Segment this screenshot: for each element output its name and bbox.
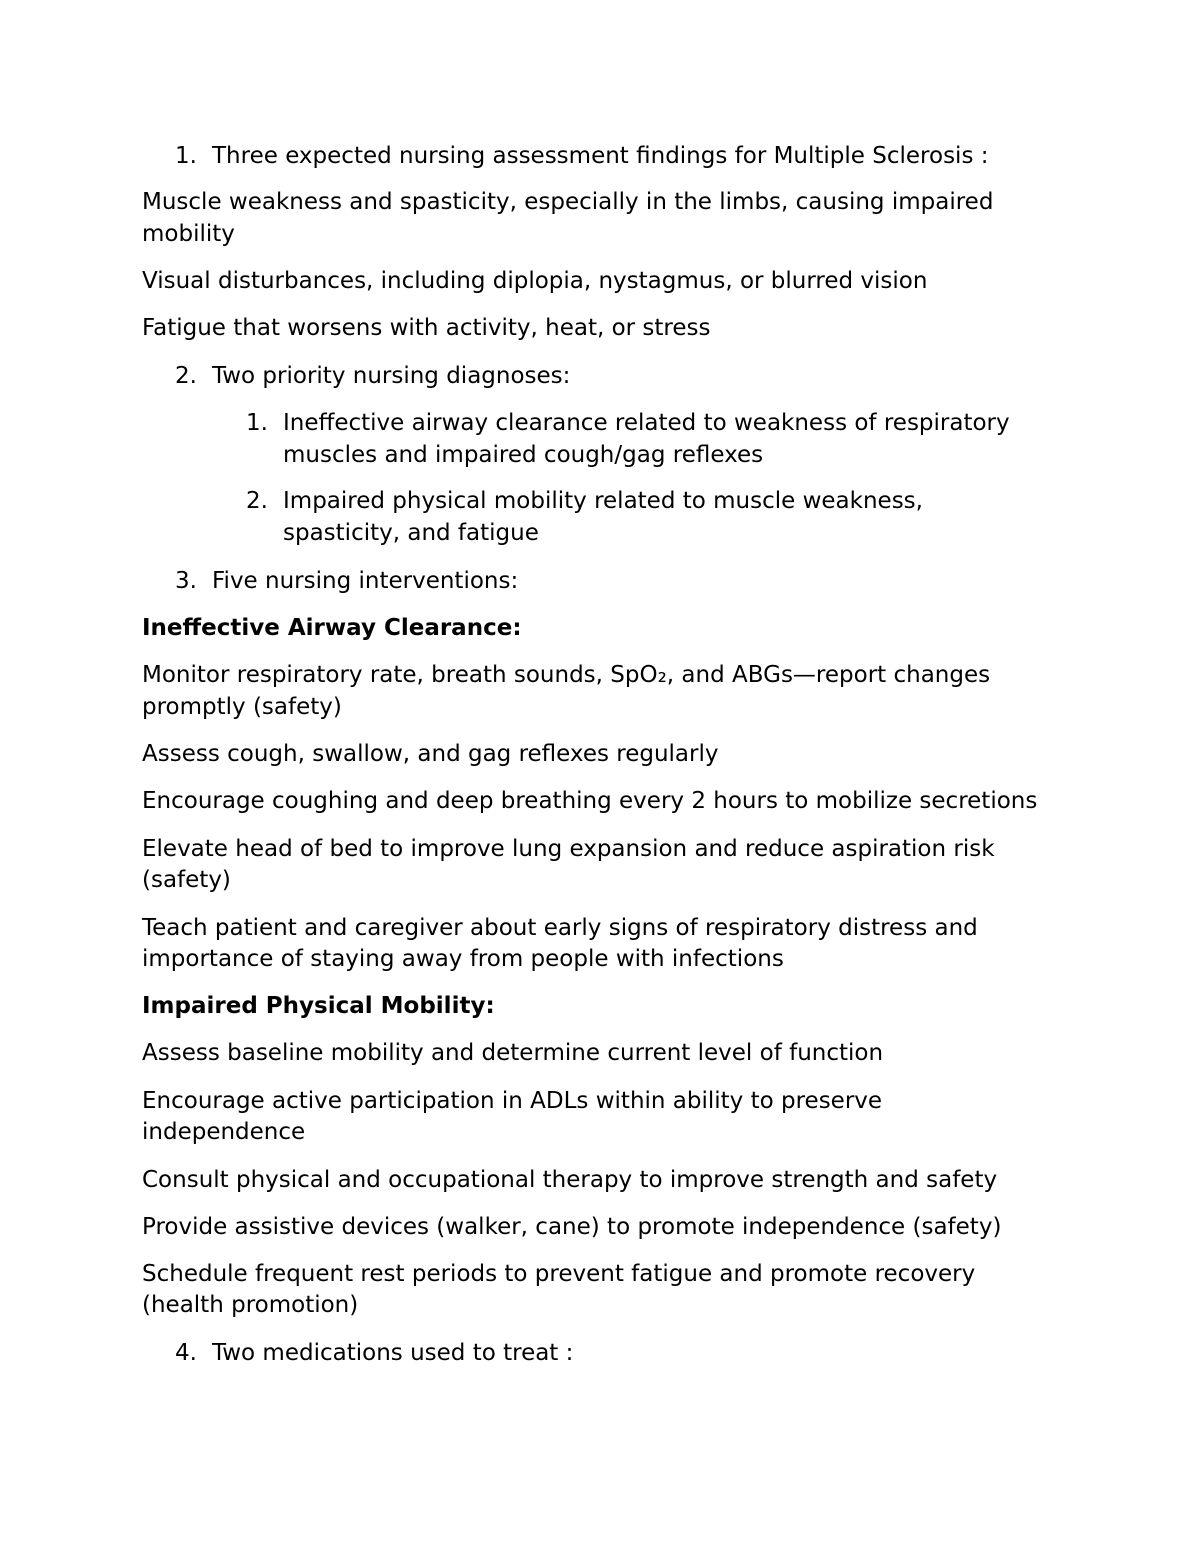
intervention-line: (safety) xyxy=(142,867,231,893)
question-3: Five nursing interventions: xyxy=(212,568,519,594)
question-1: Three expected nursing assessment findings for Multiple Sclerosis : xyxy=(212,143,989,169)
intervention-line: Consult physical and occupational therapy to improve strength and safety xyxy=(142,1167,998,1193)
sublist-number: 2. xyxy=(246,488,268,514)
finding-line: mobility xyxy=(142,221,235,247)
list-number: 2. xyxy=(175,363,197,389)
section-heading-airway: Ineffective Airway Clearance: xyxy=(142,615,522,641)
question-2: Two priority nursing diagnoses: xyxy=(212,363,571,389)
intervention-line: Assess baseline mobility and determine current level of function xyxy=(142,1040,884,1066)
diagnosis-line: Impaired physical mobility related to muscle weakness, xyxy=(283,488,923,514)
intervention-line: importance of staying away from people with infections xyxy=(142,946,784,972)
list-number: 4. xyxy=(175,1340,197,1366)
intervention-line: Teach patient and caregiver about early signs of respiratory distress and xyxy=(142,915,978,941)
intervention-line: Elevate head of bed to improve lung expansion and reduce aspiration risk xyxy=(142,836,995,862)
section-heading-mobility: Impaired Physical Mobility: xyxy=(142,993,495,1019)
diagnosis-line: Ineffective airway clearance related to weakness of respiratory xyxy=(283,410,1010,436)
finding-line: Visual disturbances, including diplopia, nystagmus, or blurred vision xyxy=(142,268,928,294)
intervention-line: Encourage active participation in ADLs within ability to preserve xyxy=(142,1088,883,1114)
diagnosis-line: muscles and impaired cough/gag reflexes xyxy=(283,442,764,468)
intervention-line: promptly (safety) xyxy=(142,694,342,720)
intervention-line: Monitor respiratory rate, breath sounds, SpO₂, and ABGs—report changes xyxy=(142,662,991,688)
list-number: 1. xyxy=(175,143,197,169)
finding-line: Muscle weakness and spasticity, especially in the limbs, causing impaired xyxy=(142,189,994,215)
intervention-line: independence xyxy=(142,1119,306,1145)
list-number: 3. xyxy=(175,568,197,594)
intervention-line: Encourage coughing and deep breathing every 2 hours to mobilize secretions xyxy=(142,788,1038,814)
intervention-line: Schedule frequent rest periods to prevent fatigue and promote recovery xyxy=(142,1261,976,1287)
intervention-line: (health promotion) xyxy=(142,1292,359,1318)
finding-line: Fatigue that worsens with activity, heat, or stress xyxy=(142,315,711,341)
intervention-line: Provide assistive devices (walker, cane) to promote independence (safety) xyxy=(142,1214,1002,1240)
intervention-line: Assess cough, swallow, and gag reflexes regularly xyxy=(142,741,719,767)
sublist-number: 1. xyxy=(246,410,268,436)
diagnosis-line: spasticity, and fatigue xyxy=(283,520,539,546)
question-4: Two medications used to treat : xyxy=(212,1340,574,1366)
